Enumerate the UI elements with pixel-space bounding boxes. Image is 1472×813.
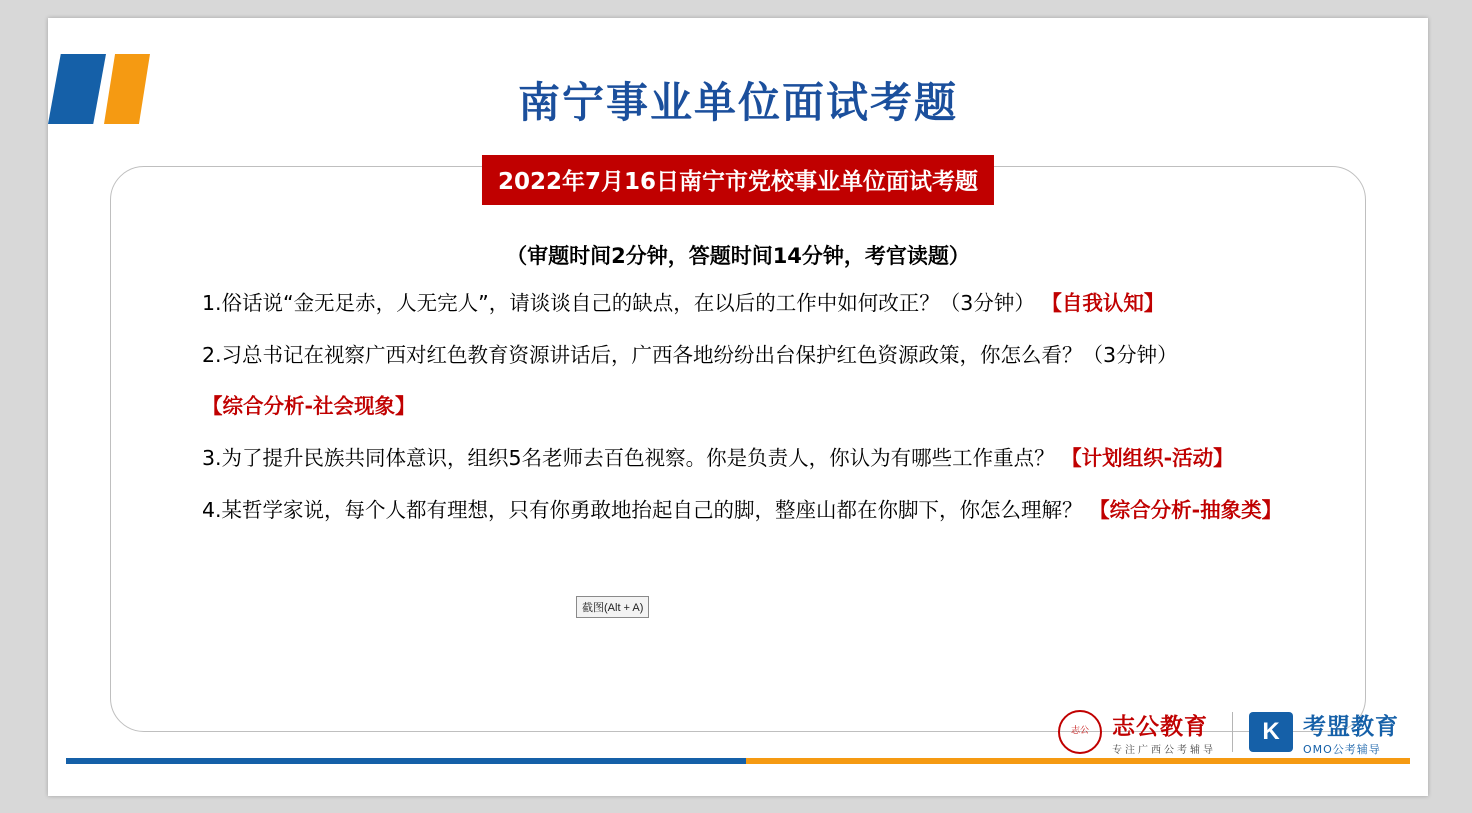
kaomeng-logo-icon: K — [1249, 712, 1293, 752]
slide-canvas — [48, 18, 1428, 796]
standalone-tag: 【综合分析-社会现象】 — [202, 394, 416, 419]
zhigong-brand-name: 志公教育 — [1112, 714, 1208, 740]
zhigong-brand-tagline: 专注广西公考辅导 — [1112, 745, 1216, 756]
kaomeng-brand-name: 考盟教育 — [1303, 713, 1399, 740]
question-list — [202, 290, 1432, 548]
question-text: 1.俗话说“金无足赤，人无完人”，请谈谈自己的缺点，在以后的工作中如何改正？（3分钟） — [202, 291, 1035, 315]
footer-brands — [1058, 708, 1418, 756]
question-text: 4.某哲学家说，每个人都有理想，只有你勇敢地抬起自己的脚，整座山都在你脚下，你怎么理解？ — [202, 497, 1083, 522]
footer-rule-orange — [746, 758, 1410, 764]
question-tag: 【计划组织-活动】 — [1061, 446, 1234, 471]
screenshot-hint-tooltip: 截图(Alt + A) — [576, 596, 649, 618]
kaomeng-brand-text — [1303, 708, 1399, 757]
list-item — [202, 445, 1432, 473]
footer-divider — [1232, 712, 1233, 752]
question-text: 3.为了提升民族共同体意识，组织5名老师去百色视察。你是负责人，你认为有哪些工作重点？ — [202, 446, 1055, 471]
kaomeng-brand-tagline: OMO公考辅导 — [1303, 742, 1381, 756]
question-tag: 【综合分析-抽象类】 — [1089, 497, 1283, 522]
exam-banner: 2022年7月16日南宁市党校事业单位面试考题 — [482, 155, 994, 205]
footer-rule-blue — [66, 758, 746, 764]
zhigong-brand-text — [1112, 708, 1216, 756]
list-item — [202, 342, 1432, 370]
zhigong-seal-icon: 志公 — [1058, 710, 1102, 754]
list-item — [202, 497, 1432, 525]
exam-subtitle: （审题时间2分钟，答题时间14分钟，考官读题） — [506, 244, 970, 268]
list-item — [202, 290, 1432, 318]
page-title: 南宁事业单位面试考题 — [517, 78, 958, 127]
question-tag: 【自我认知】 — [1041, 291, 1165, 315]
question-text: 2.习总书记在视察广西对红色教育资源讲话后，广西各地纷纷出台保护红色资源政策，你怎么看？（3分钟） — [202, 342, 1178, 367]
